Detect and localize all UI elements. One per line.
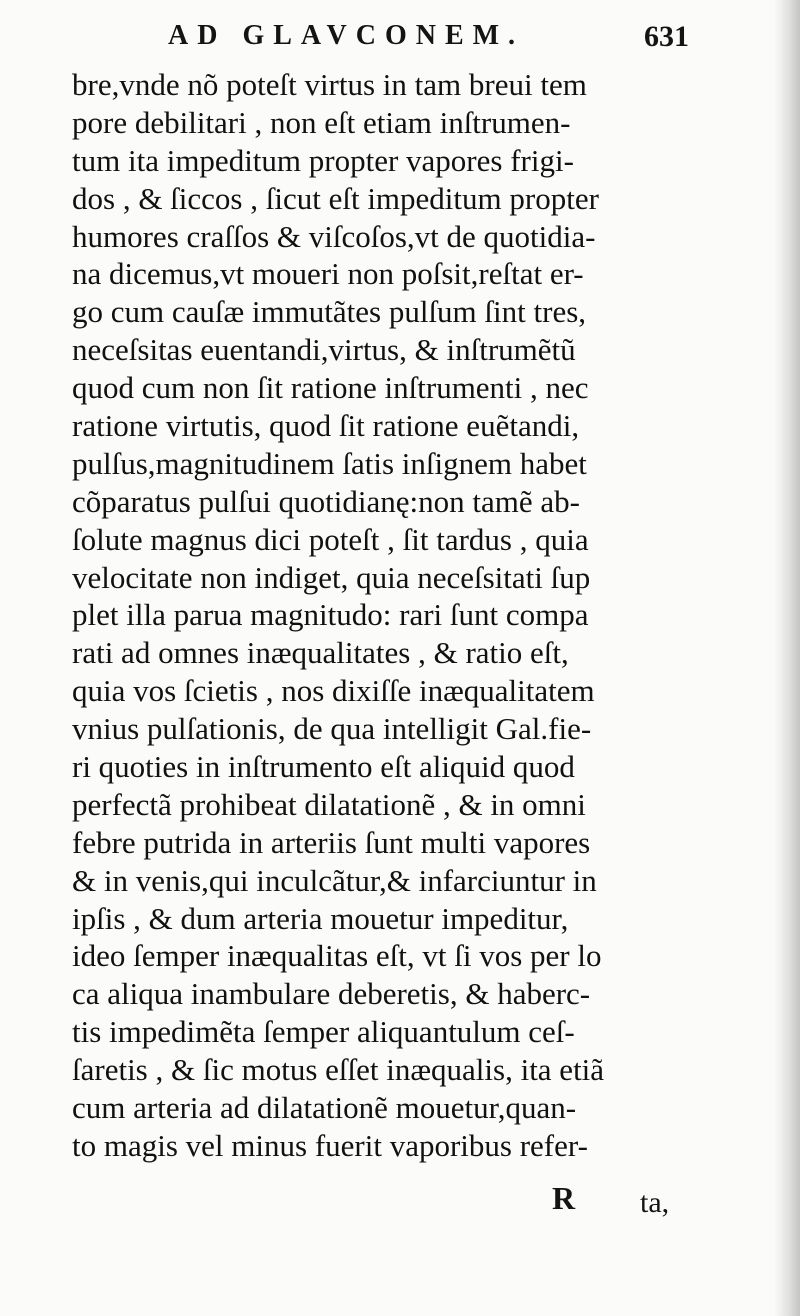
text-line: ſaretis , & ſic motus eſſet inæqualis, ita etiã — [72, 1052, 605, 1088]
text-line: perfectã prohibeat dilatationẽ , & in omni — [72, 786, 586, 822]
body-text — [72, 66, 692, 1165]
text-line: pulſus,magnitudinem ſatis inſignem habet — [72, 445, 587, 481]
text-line: quia vos ſcietis , nos dixiſſe inæqualitatem — [72, 673, 595, 709]
text-line: bre,vnde nõ poteſt virtus in tam breui tem — [72, 67, 587, 102]
text-line: go cum cauſæ immutãtes pulſum ſint tres, — [72, 294, 587, 330]
text-line: & in venis,qui inculcãtur,& infarciuntur in — [72, 862, 597, 898]
text-line: ſolute magnus dici poteſt , ſit tardus , quia — [72, 521, 589, 557]
text-line: cum arteria ad dilatationẽ mouetur,quan- — [72, 1090, 577, 1126]
text-line: pore debilitari , non eſt etiam inſtrumen- — [72, 104, 571, 140]
text-line: ipſis , & dum arteria mouetur impeditur, — [72, 900, 569, 936]
text-line: dos , & ſiccos , ſicut eſt impeditum propter — [72, 180, 599, 216]
text-line: ca aliqua inambulare deberetis, & haberc- — [72, 976, 591, 1012]
text-line: rati ad omnes inæqualitates , & ratio eſt, — [72, 635, 569, 671]
running-head: AD GLAVCONEM. — [168, 20, 525, 51]
text-line: vnius pulſationis, de qua intelligit Gal.fie- — [72, 711, 592, 747]
text-line: febre putrida in arteriis ſunt multi vapores — [72, 824, 591, 860]
catchword: ta, — [640, 1186, 670, 1219]
text-line: plet illa parua magnitudo: rari ſunt compa — [72, 597, 589, 633]
text-line: ri quoties in inſtrumento eſt aliquid quod — [72, 749, 575, 785]
text-line: cõparatus pulſui quotidianę:non tamẽ ab- — [72, 483, 580, 519]
text-line: neceſsitas euentandi,virtus, & inſtrumẽtũ — [72, 332, 576, 368]
text-line: to magis vel minus fuerit vaporibus refer- — [72, 1127, 588, 1163]
text-line: ideo ſemper inæqualitas eſt, vt ſi vos per lo — [72, 938, 602, 974]
text-line: tis impedimẽta ſemper aliquantulum ceſ- — [72, 1014, 575, 1050]
page-edge-shadow — [774, 0, 800, 1316]
page-number: 631 — [644, 20, 689, 53]
signature-mark: R — [552, 1180, 576, 1216]
text-line: ratione virtutis, quod ſit ratione euẽtandi, — [72, 408, 580, 444]
text-line: tum ita impeditum propter vapores frigi- — [72, 142, 574, 178]
text-line: humores craſſos & viſcoſos,vt de quotidia- — [72, 218, 596, 254]
text-line: quod cum non ſit ratione inſtrumenti , nec — [72, 370, 589, 406]
text-line: na dicemus,vt moueri non poſsit,reſtat er- — [72, 256, 584, 292]
text-line: velocitate non indiget, quia neceſsitati ſup — [72, 559, 591, 595]
